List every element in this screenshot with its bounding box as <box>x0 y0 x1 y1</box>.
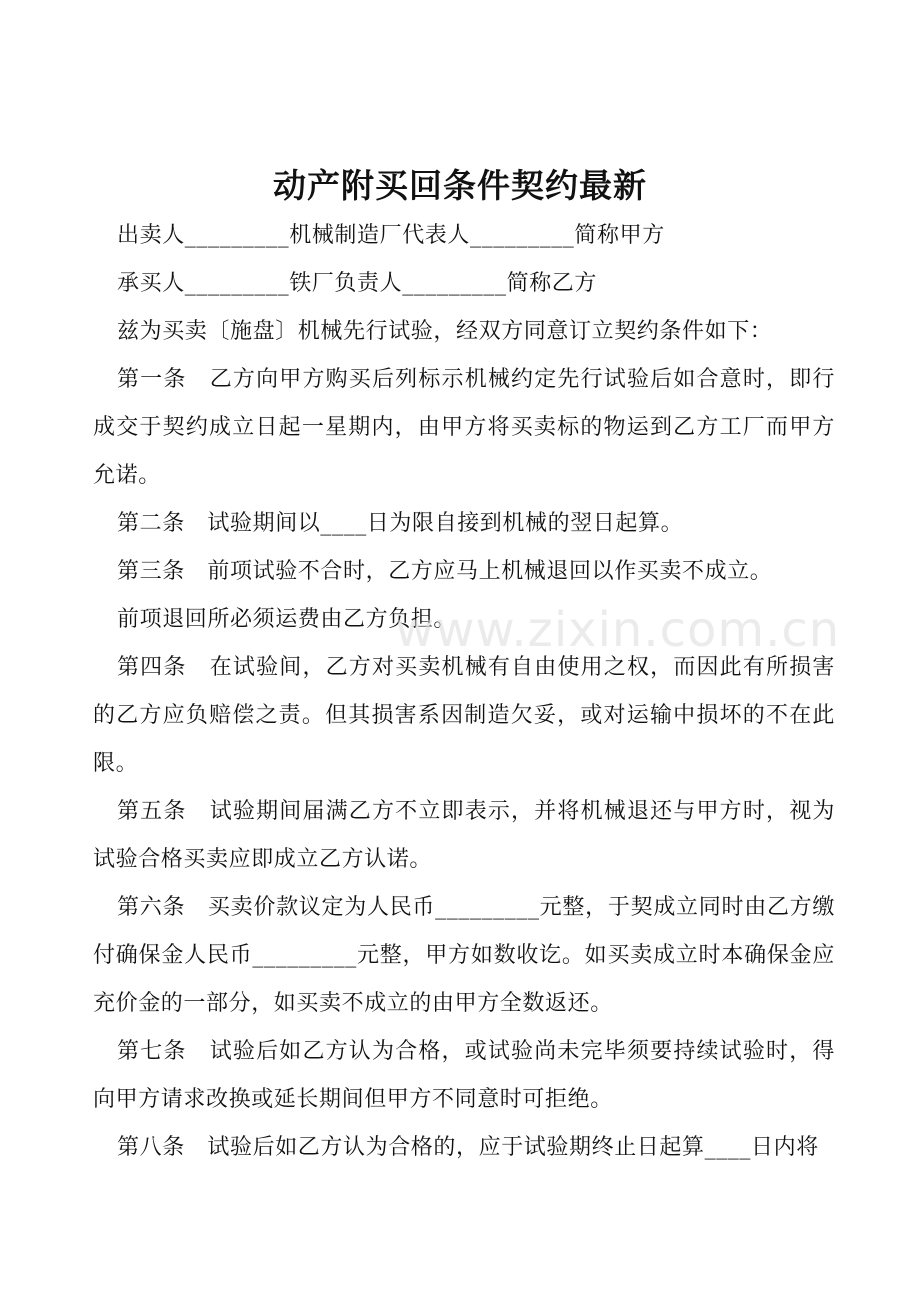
article-7: 第七条 试验后如乙方认为合格，或试验尚未完毕须要持续试验时，得向甲方请求改换或延长期间但甲方不同意时可拒绝。 <box>93 1039 835 1112</box>
article-4: 第四条 在试验间，乙方对买卖机械有自由使用之权，而因此有所损害的乙方应负赔偿之责。但其损害系因制造欠妥，或对运输中损坏的不在此限。 <box>93 655 835 776</box>
paragraph-seller: 出卖人_________机械制造厂代表人_________简称甲方 <box>117 223 665 248</box>
article-8: 第八条 试验后如乙方认为合格的，应于试验期终止日起算____日内将 <box>117 1135 819 1160</box>
watermark: www.zixin.com.cn <box>395 602 841 658</box>
document-title: 动产附买回条件契约最新 <box>273 166 647 205</box>
article-5: 第五条 试验期间届满乙方不立即表示，并将机械退还与甲方时，视为试验合格买卖应即成立乙方认诺。 <box>93 799 835 872</box>
article-6: 第六条 买卖价款议定为人民币_________元整，于契成立同时由乙方缴付确保金人民币_________元整，甲方如数收讫。如买卖成立时本确保金应充价金的一部分，如买卖不成立的由甲方全数返还。 <box>93 895 835 1016</box>
paragraph-buyer: 承买人_________铁厂负责人_________简称乙方 <box>117 271 598 296</box>
article-2: 第二条 试验期间以____日为限自接到机械的翌日起算。 <box>117 511 684 536</box>
article-3: 第三条 前项试验不合时，乙方应马上机械退回以作买卖不成立。 <box>117 559 773 584</box>
article-1: 第一条 乙方向甲方购买后列标示机械约定先行试验后如合意时，即行成交于契约成立日起一星期内，由甲方将买卖标的物运到乙方工厂而甲方允诺。 <box>93 367 835 488</box>
paragraph-preamble: 兹为买卖〔施盘〕机械先行试验，经双方同意订立契约条件如下： <box>117 319 773 344</box>
article-3-note: 前项退回所必须运费由乙方负担。 <box>117 607 457 632</box>
document-body <box>93 212 835 1172</box>
